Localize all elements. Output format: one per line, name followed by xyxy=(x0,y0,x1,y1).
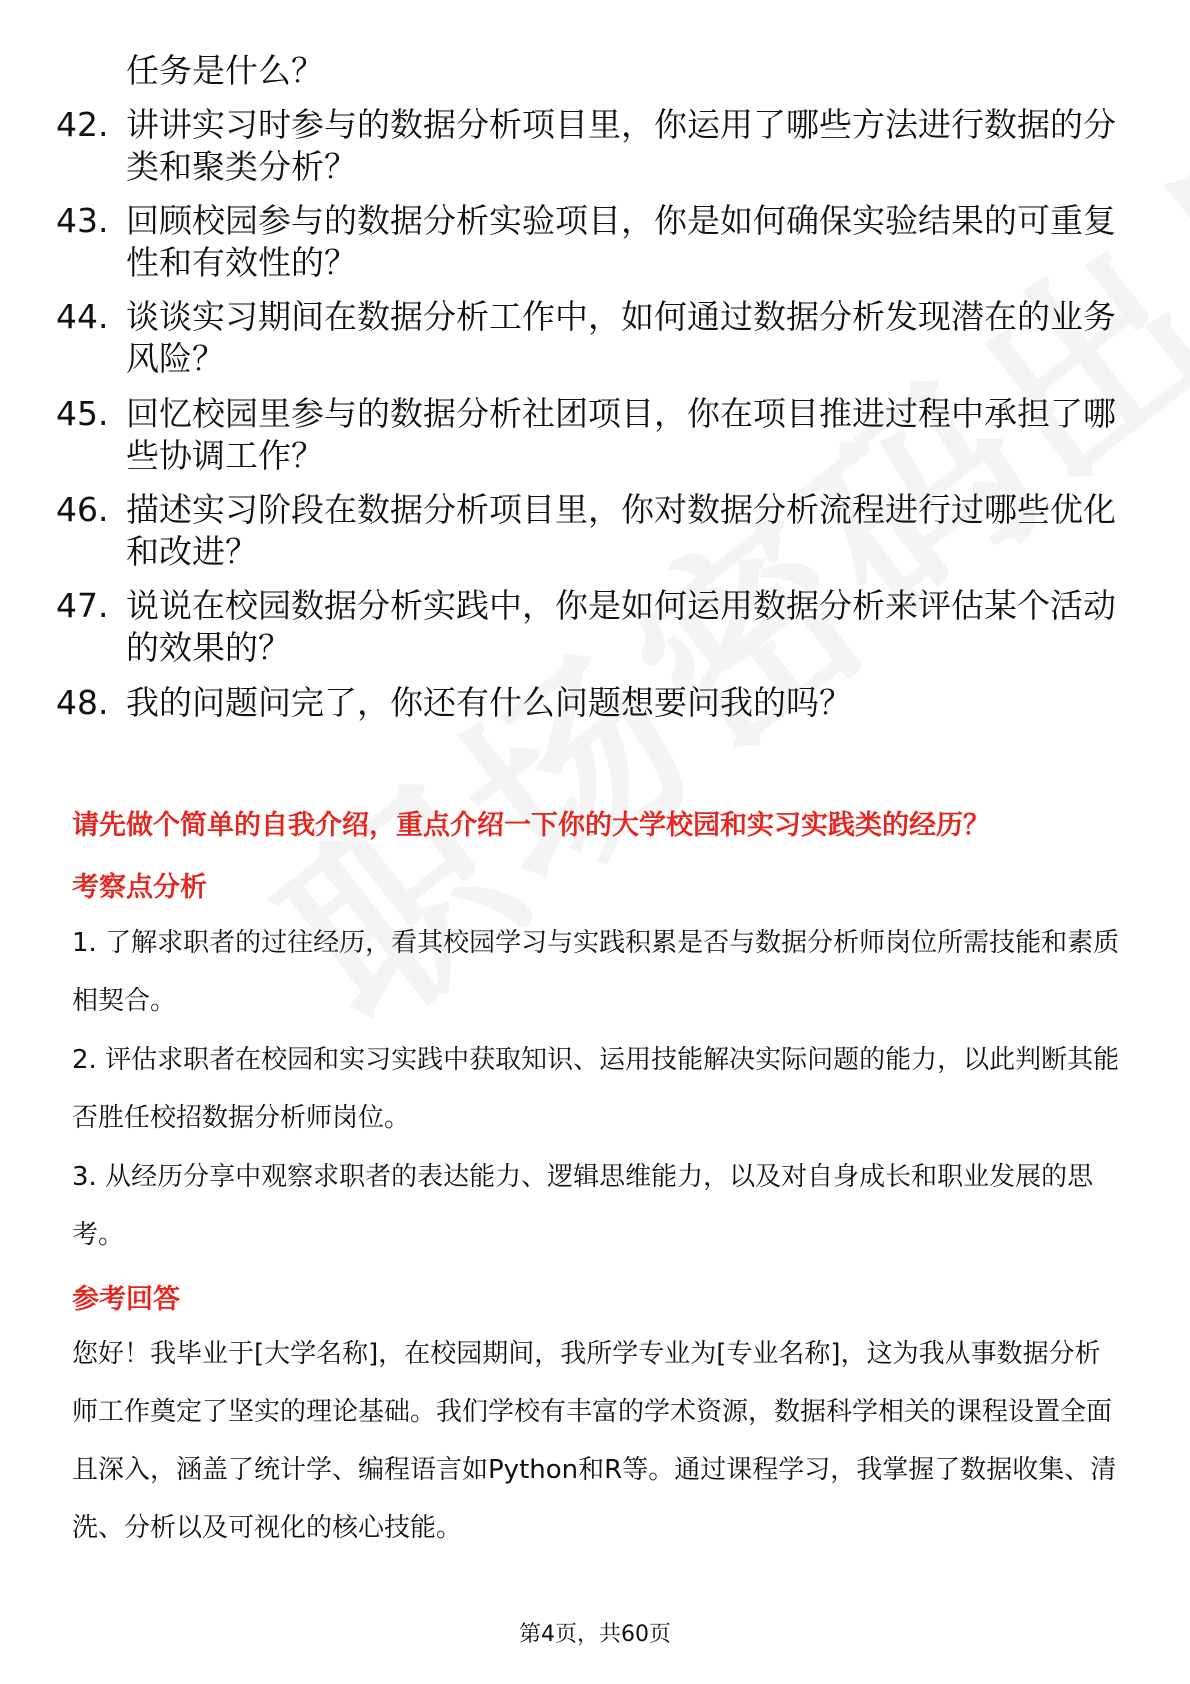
question-text: 讲讲实习时参与的数据分析项目里，你运用了哪些方法进行数据的分类和聚类分析？ xyxy=(126,105,1116,186)
answer-text: 您好！我毕业于[大学名称]，在校园期间，我所学专业为[专业名称]，这为我从事数据分析师工作奠定了坚实的理论基础。我们学校有丰富的学术资源，数据科学相关的课程设置全面且深入，涵盖了统计学、编程语言如Python和R等。通过课程学习，我掌握了数据收集、清洗、分析以及可视化的核心技能。 xyxy=(72,1339,1117,1543)
question-number: 45. xyxy=(56,394,109,433)
question-text: 回忆校园里参与的数据分析社团项目，你在项目推进过程中承担了哪些协调工作？ xyxy=(126,394,1116,475)
question-number: 44. xyxy=(56,297,109,336)
question-number: 43. xyxy=(56,201,109,240)
question-continuation: 任务是什么？ xyxy=(126,51,324,90)
question-text: 谈谈实习期间在数据分析工作中，如何通过数据分析发现潜在的业务风险？ xyxy=(126,297,1116,378)
question-number: 46. xyxy=(56,490,109,529)
answer-heading: 参考回答 xyxy=(72,1284,180,1315)
analysis-point-3: 3. 从经历分享中观察求职者的表达能力、逻辑思维能力，以及对自身成长和职业发展的思考。 xyxy=(72,1162,1094,1250)
analysis-point-2: 2. 评估求职者在校园和实习实践中获取知识、运用技能解决实际问题的能力，以此判断其能否胜任校招数据分析师岗位。 xyxy=(72,1045,1120,1133)
question-text: 回顾校园参与的数据分析实验项目，你是如何确保实验结果的可重复性和有效性的？ xyxy=(126,201,1116,282)
question-text: 描述实习阶段在数据分析项目里，你对数据分析流程进行过哪些优化和改进？ xyxy=(126,490,1116,571)
page-footer: 第4页，共60页 xyxy=(519,1622,671,1647)
interview-question-title: 请先做个简单的自我介绍，重点介绍一下你的大学校园和实习实践类的经历？ xyxy=(72,810,990,841)
question-number: 47. xyxy=(56,586,109,625)
question-text: 我的问题问完了，你还有什么问题想要问我的吗？ xyxy=(126,683,852,722)
analysis-heading: 考察点分析 xyxy=(72,872,207,903)
question-text: 说说在校园数据分析实践中，你是如何运用数据分析来评估某个活动的效果的？ xyxy=(126,586,1116,667)
analysis-point-1: 1. 了解求职者的过往经历，看其校园学习与实践积累是否与数据分析师岗位所需技能和素质相契合。 xyxy=(72,928,1120,1016)
question-number: 42. xyxy=(56,105,109,144)
question-number: 48. xyxy=(56,683,109,722)
